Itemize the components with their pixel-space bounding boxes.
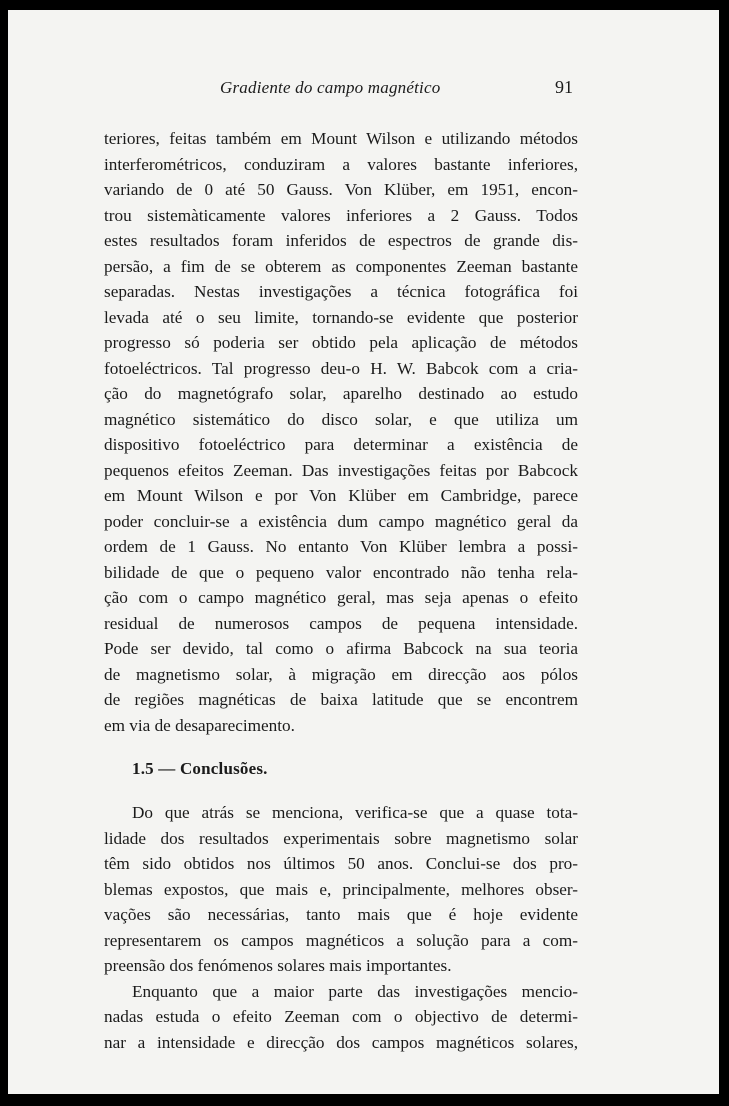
text-line: blemas expostos, que mais e, principalmente, melhores obser-: [104, 879, 578, 899]
text-line: estes resultados foram inferidos de espectros de grande dis-: [104, 231, 578, 250]
text-line: trou sistemàticamente valores inferiores a 2 Gauss. Todos: [104, 205, 578, 225]
text-line: variando de 0 até 50 Gauss. Von Klüber, em 1951, encon-: [104, 180, 578, 199]
text-line: nar a intensidade e direcção dos campos magnéticos solares,: [104, 1032, 578, 1052]
text-line: teriores, feitas também em Mount Wilson e utilizando métodos: [104, 129, 578, 148]
text-line: fotoeléctricos. Tal progresso deu-o H. W. Babcok com a cria-: [104, 358, 578, 378]
text-line: bilidade de que o pequeno valor encontrado não tenha rela-: [104, 562, 578, 582]
text-line: ção com o campo magnético geral, mas seja apenas o efeito: [104, 588, 578, 607]
page-number: 91: [555, 77, 573, 97]
running-title: Gradiente do campo magnético: [220, 78, 441, 97]
text-line: em via de desaparecimento.: [104, 715, 295, 735]
text-line: residual de numerosos campos de pequena intensidade.: [104, 613, 578, 633]
text-line: têm sido obtidos nos últimos 50 anos. Conclui-se dos pro-: [104, 854, 578, 873]
text-line: lidade dos resultados experimentais sobre magnetismo solar: [104, 828, 578, 848]
text-line: ordem de 1 Gauss. No entanto Von Klüber lembra a possi-: [104, 537, 578, 556]
text-line: separadas. Nestas investigações a técnica fotográfica foi: [104, 282, 578, 301]
text-line: Do que atrás se menciona, verifica-se que a quase tota-: [132, 803, 578, 822]
paragraph-investigations: [104, 979, 578, 1056]
text-line: poder concluir-se a existência dum campo magnético geral da: [104, 511, 578, 531]
text-line: levada até o seu limite, tornando-se evidente que posterior: [104, 307, 578, 327]
text-line: persão, a fim de se obterem as componentes Zeeman bastante: [104, 256, 578, 276]
text-line: magnético sistemático do disco solar, e que utiliza um: [104, 409, 578, 429]
paragraph-conclusions: [104, 800, 578, 979]
text-line: representarem os campos magnéticos a solução para a com-: [104, 930, 578, 950]
text-line: nadas estuda o efeito Zeeman com o objectivo de determi-: [104, 1007, 578, 1026]
text-line: vações são necessárias, tanto mais que é hoje evidente: [104, 905, 578, 924]
paragraph-continuation: [104, 126, 578, 738]
page-header: [8, 78, 719, 102]
text-line: Pode ser devido, tal como o afirma Babcock na sua teoria: [104, 639, 578, 658]
text-line: pequenos efeitos Zeeman. Das investigações feitas por Babcock: [104, 460, 578, 480]
text-line: preensão dos fenómenos solares mais importantes.: [104, 956, 452, 975]
text-line: de regiões magnéticas de baixa latitude que se encontrem: [104, 690, 578, 709]
text-line: dispositivo fotoeléctrico para determinar a existência de: [104, 435, 578, 454]
text-line: interferométricos, conduziram a valores bastante inferiores,: [104, 154, 578, 174]
section-heading: 1.5 — Conclusões.: [132, 759, 268, 778]
book-page: [8, 10, 719, 1094]
text-line: ção do magnetógrafo solar, aparelho destinado ao estudo: [104, 384, 578, 403]
text-line: de magnetismo solar, à migração em direcção aos pólos: [104, 664, 578, 684]
text-line: em Mount Wilson e por Von Klüber em Cambridge, parece: [104, 486, 578, 505]
body-text: [104, 126, 578, 1055]
text-line: Enquanto que a maior parte das investigações mencio-: [132, 981, 578, 1001]
text-line: progresso só poderia ser obtido pela aplicação de métodos: [104, 333, 578, 352]
